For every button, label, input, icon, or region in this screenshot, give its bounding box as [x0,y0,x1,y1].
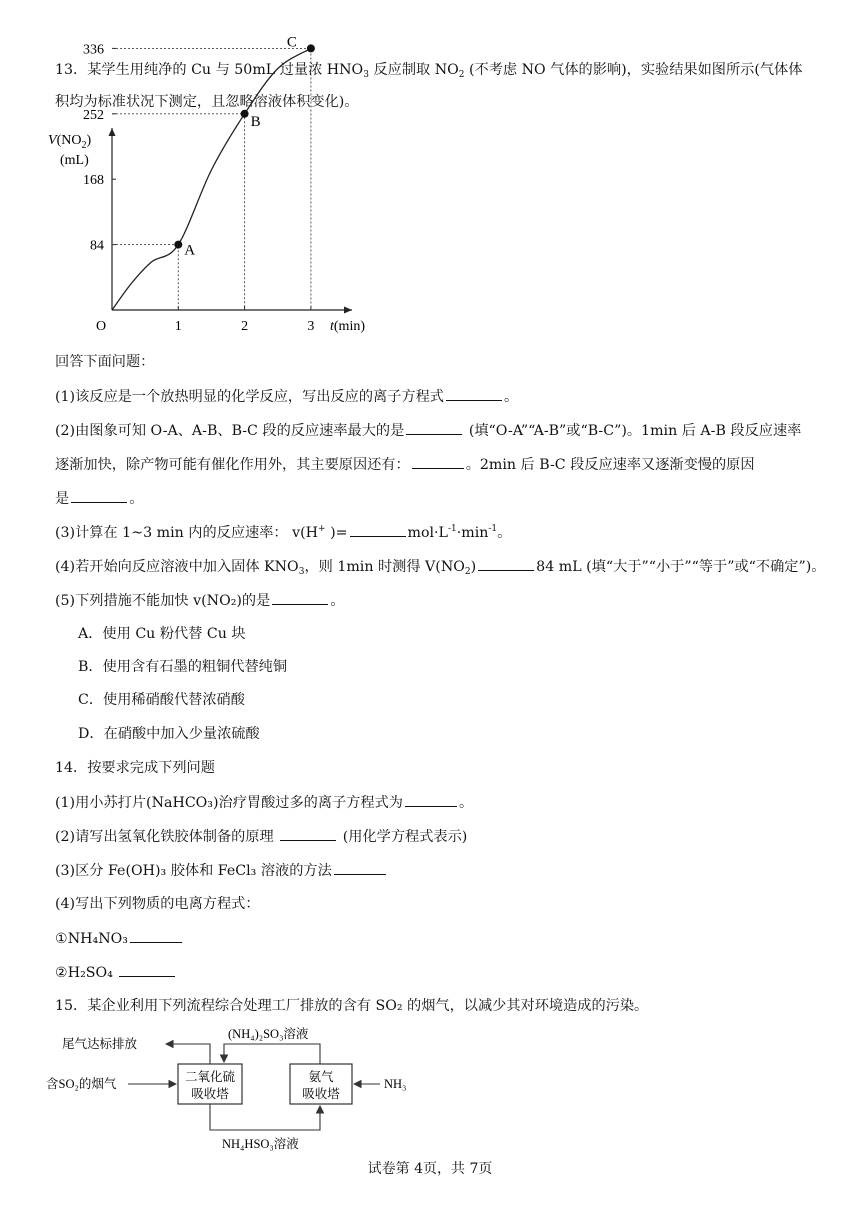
q13-option-c[interactable]: C．使用稀硝酸代替浓硝酸 [78,692,245,708]
q13-option-a[interactable]: A．使用 Cu 粉代替 Cu 块 [78,626,246,642]
y-axis-unit: (mL) [60,153,89,168]
q13-stem-line2: 积均为标准状况下测定，且忽略溶液体积变化)。 [55,94,359,110]
q13-part5: (5)下列措施不能加快 v(NO₂)的是 。 [55,590,345,611]
y-tick-label: 84 [90,238,104,254]
x-tick-label: 1 [174,319,182,334]
q13-part2-line1: (2)由图象可知 O-A、A-B、B-C 段的反应速率最大的是 (填“O-A”“A-B”或“B-C”)。1min 后 A-B 段反应速率 [55,420,801,441]
q15-flow-diagram [40,1022,460,1154]
point-a [174,241,182,249]
nh3-label: NH₃ [384,1077,407,1091]
top-reagent-label: (NH₄)₂SO₃溶液 [228,1027,309,1041]
q13-part3: (3)计算在 1~3 min 内的反应速率： v(H+ )= $mol\cdot L^{-1}\cdot\min^{-1}$。 [55,524,512,541]
bottom-reagent-label: NH₄HSO₃溶液 [222,1137,299,1151]
answer-blank[interactable] [406,420,462,435]
q14-eq1: ①NH₄NO₃ [55,928,184,949]
answer-blank[interactable] [405,792,457,807]
y-tick-label: 252 [83,107,104,123]
y-tick-label: 168 [83,173,104,189]
y-tick-label: 336 [83,42,104,58]
answer-blank[interactable] [446,386,502,401]
q14-part2: (2)请写出氢氧化铁胶体制备的原理 (用化学方程式表示) [55,826,467,847]
bottom-loop-arrow [210,1104,320,1130]
q14-part4: (4)写出下列物质的电离方程式： [55,896,260,912]
tower2-label-line1: 氨气 [308,1070,334,1084]
answer-blank[interactable] [280,826,336,841]
q13-part1: (1)该反应是一个放热明显的化学反应，写出反应的离子方程式 。 [55,386,518,407]
x-tick-label: 3 [307,319,315,334]
origin-label: O [96,319,107,334]
q13-part2-line3: 是 。 [55,488,143,509]
q13-lead: 回答下面问题： [55,354,155,370]
x-axis-label: t(min) [330,319,365,334]
q13-stem-line1: 13．某学生用纯净的 Cu 与 50mL 过量浓 $HNO_3$ 反应制取 $NO_2$ (不考虑 NO 气体的影响)，实验结果如图所示(气体体 [55,62,803,80]
answer-blank[interactable] [334,860,386,875]
flue-gas-label: 含SO₂的烟气 [46,1077,117,1091]
answer-blank[interactable] [412,454,464,469]
point-c [307,44,315,52]
point-label-b: B [250,113,261,130]
top-loop-arrow [224,1044,320,1064]
x-axis-arrow [344,307,352,314]
y-axis-label: $V(NO_2)$ [48,133,92,151]
answer-blank[interactable] [130,928,182,943]
x-tick-label: 2 [241,319,249,334]
q13-option-d[interactable]: D．在硝酸中加入少量浓硫酸 [78,726,260,742]
q14-title: 14．按要求完成下列问题 [55,760,215,776]
q14-eq2: ②H₂SO₄ [55,962,177,983]
y-axis-arrow [109,128,116,136]
answer-blank[interactable] [350,522,406,537]
guide-line [112,114,245,310]
point-label-c: C [286,34,297,51]
point-label-a: A [184,242,196,259]
exhaust-label: 尾气达标排放 [62,1037,138,1051]
q14-part3: (3)区分 Fe(OH)₃ 胶体和 FeCl₃ 溶液的方法 [55,860,388,881]
tower1-label-line2: 吸收塔 [191,1087,229,1101]
tower1-label-line1: 二氧化硫 [184,1070,236,1084]
exhaust-arrow [166,1044,210,1064]
answer-blank[interactable] [119,962,175,977]
data-curve [112,48,311,310]
answer-blank[interactable] [272,590,328,605]
q15-stem: 15．某企业利用下列流程综合处理工厂排放的含有 SO₂ 的烟气，以减少其对环境造成的污染。 [55,998,649,1014]
tower2-label-line2: 吸收塔 [302,1087,340,1101]
q13-part2-line2: 逐渐加快，除产物可能有催化作用外，其主要原因还有： 。2min 后 B-C 段反应速率又逐渐变慢的原因 [55,454,755,475]
q13-part4: (4)若开始向反应溶液中加入固体 $KNO_3$，则 1min 时测得 $V(NO_2)$ 84 mL (填“大于”“小于”“等于”或“不确定”)。 [55,556,825,577]
page-footer: 试卷第 4页，共 7页 [367,1161,493,1177]
q13-option-b[interactable]: B．使用含有石墨的粗铜代替纯铜 [78,659,288,675]
answer-blank[interactable] [478,556,534,571]
point-b [241,110,249,118]
answer-blank[interactable] [71,488,127,503]
q14-part1: (1)用小苏打片(NaHCO₃)治疗胃酸过多的离子方程式为 。 [55,792,473,813]
